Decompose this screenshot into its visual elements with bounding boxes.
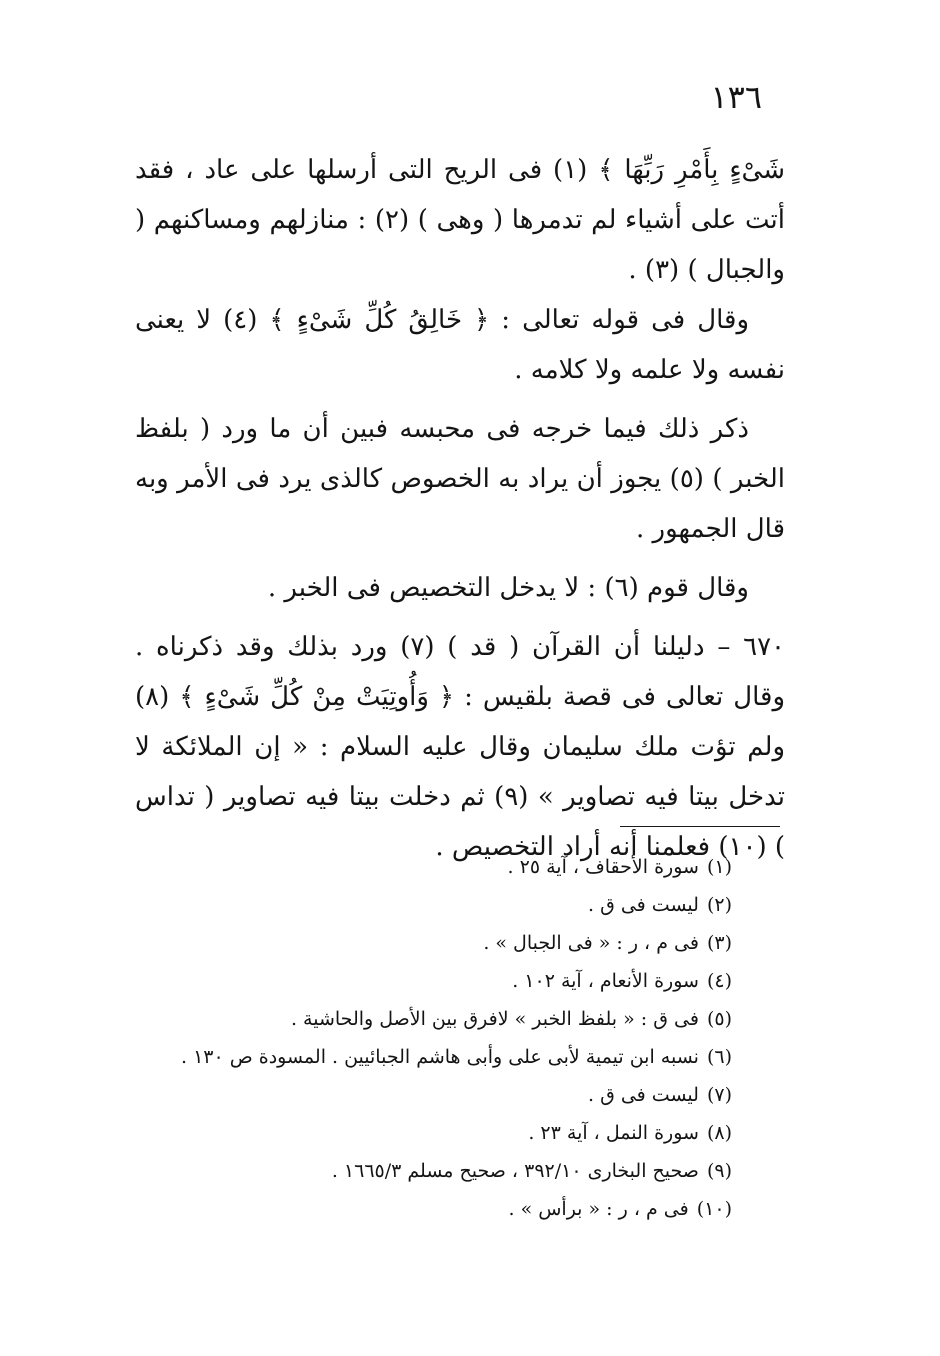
footnote-number: (٦) bbox=[706, 1046, 732, 1068]
footnote-text: نسبه ابن تيمية لأبى على وأبى هاشم الجبائيين . المسودة ص ١٣٠ . bbox=[180, 1046, 699, 1068]
footnote-number: (٤) bbox=[706, 970, 732, 992]
footnote-item bbox=[132, 886, 732, 924]
footnote-text: فى م ، ر : « فى الجبال » . bbox=[483, 932, 699, 954]
footnote-number: (٨) bbox=[706, 1122, 732, 1144]
footnote-divider bbox=[620, 826, 780, 827]
footnote-text: سورة الأحقاف ، آية ٢٥ . bbox=[507, 856, 699, 878]
paragraph-evidence-670: ٦٧٠ – دليلنا أن القرآن ( قد ) (٧) ورد بذلك وقد ذكرناه . وقال تعالى فى قصة بلقيس : ﴿ وَأُوتِيَتْ مِنْ كُلِّ شَىْءٍ ﴾ (٨) ولم تؤت ملك سليمان وقال عليه السلام : « إن الملائكة لا تدخل بيتا فيه تصاوير » (٩) ثم دخلت بيتا فيه تصاوير ( تداس ) (١٠) فعلمنا أنه أراد التخصيص . bbox=[135, 632, 786, 862]
footnote-number: (١٠) bbox=[696, 1198, 732, 1220]
footnote-number: (٧) bbox=[706, 1084, 732, 1106]
page-number: ١٣٦ bbox=[710, 78, 762, 116]
footnote-item bbox=[132, 1152, 732, 1190]
paragraph-continuation: شَىْءٍ بِأَمْرِ رَبِّهَا ﴾ (١) فى الريح التى أرسلها على عاد ، فقد أتت على أشياء لم تدمرها ( وهى ) (٢) : منازلهم ومساكنهم ( والجبال ) (٣) . bbox=[135, 155, 785, 285]
footnote-text: فى ق : « بلفظ الخبر » لافرق بين الأصل والحاشية . bbox=[290, 1008, 699, 1030]
main-text bbox=[135, 145, 785, 881]
footnote-number: (٣) bbox=[706, 932, 732, 954]
footnote-item bbox=[132, 1000, 732, 1038]
paragraph-opposing-view: وقال قوم (٦) : لا يدخل التخصيص فى الخبر . bbox=[267, 573, 749, 603]
footnotes bbox=[132, 848, 732, 1228]
footnote-text: ليست فى ق . bbox=[587, 1084, 699, 1106]
footnote-text: فى م ، ر : « برأس » . bbox=[508, 1198, 689, 1220]
footnote-item bbox=[132, 924, 732, 962]
paragraph-creator-verse: وقال فى قوله تعالى : ﴿ خَالِقُ كُلِّ شَىْءٍ ﴾ (٤) لا يعنى نفسه ولا علمه ولا كلامه . bbox=[135, 305, 785, 385]
footnote-number: (١) bbox=[706, 856, 732, 878]
paragraph-khabar-specification: ذكر ذلك فيما خرجه فى محبسه فبين أن ما ورد ( بلفظ الخبر ) (٥) يجوز أن يراد به الخصوص كالذى يرد فى الأمر وبه قال الجمهور . bbox=[135, 414, 785, 544]
footnote-text: سورة النمل ، آية ٢٣ . bbox=[528, 1122, 699, 1144]
footnote-item bbox=[132, 962, 732, 1000]
footnote-number: (٢) bbox=[706, 894, 732, 916]
footnote-text: سورة الأنعام ، آية ١٠٢ . bbox=[512, 970, 699, 992]
footnote-item bbox=[132, 1190, 732, 1228]
footnote-text: صحيح البخارى ٣٩٢/١٠ ، صحيح مسلم ١٦٦٥/٣ . bbox=[331, 1160, 699, 1182]
footnote-item bbox=[132, 848, 732, 886]
footnote-item bbox=[132, 1038, 732, 1076]
footnote-text: ليست فى ق . bbox=[587, 894, 699, 916]
footnote-item bbox=[132, 1076, 732, 1114]
footnote-number: (٩) bbox=[706, 1160, 732, 1182]
footnote-item bbox=[132, 1114, 732, 1152]
footnote-number: (٥) bbox=[706, 1008, 732, 1030]
